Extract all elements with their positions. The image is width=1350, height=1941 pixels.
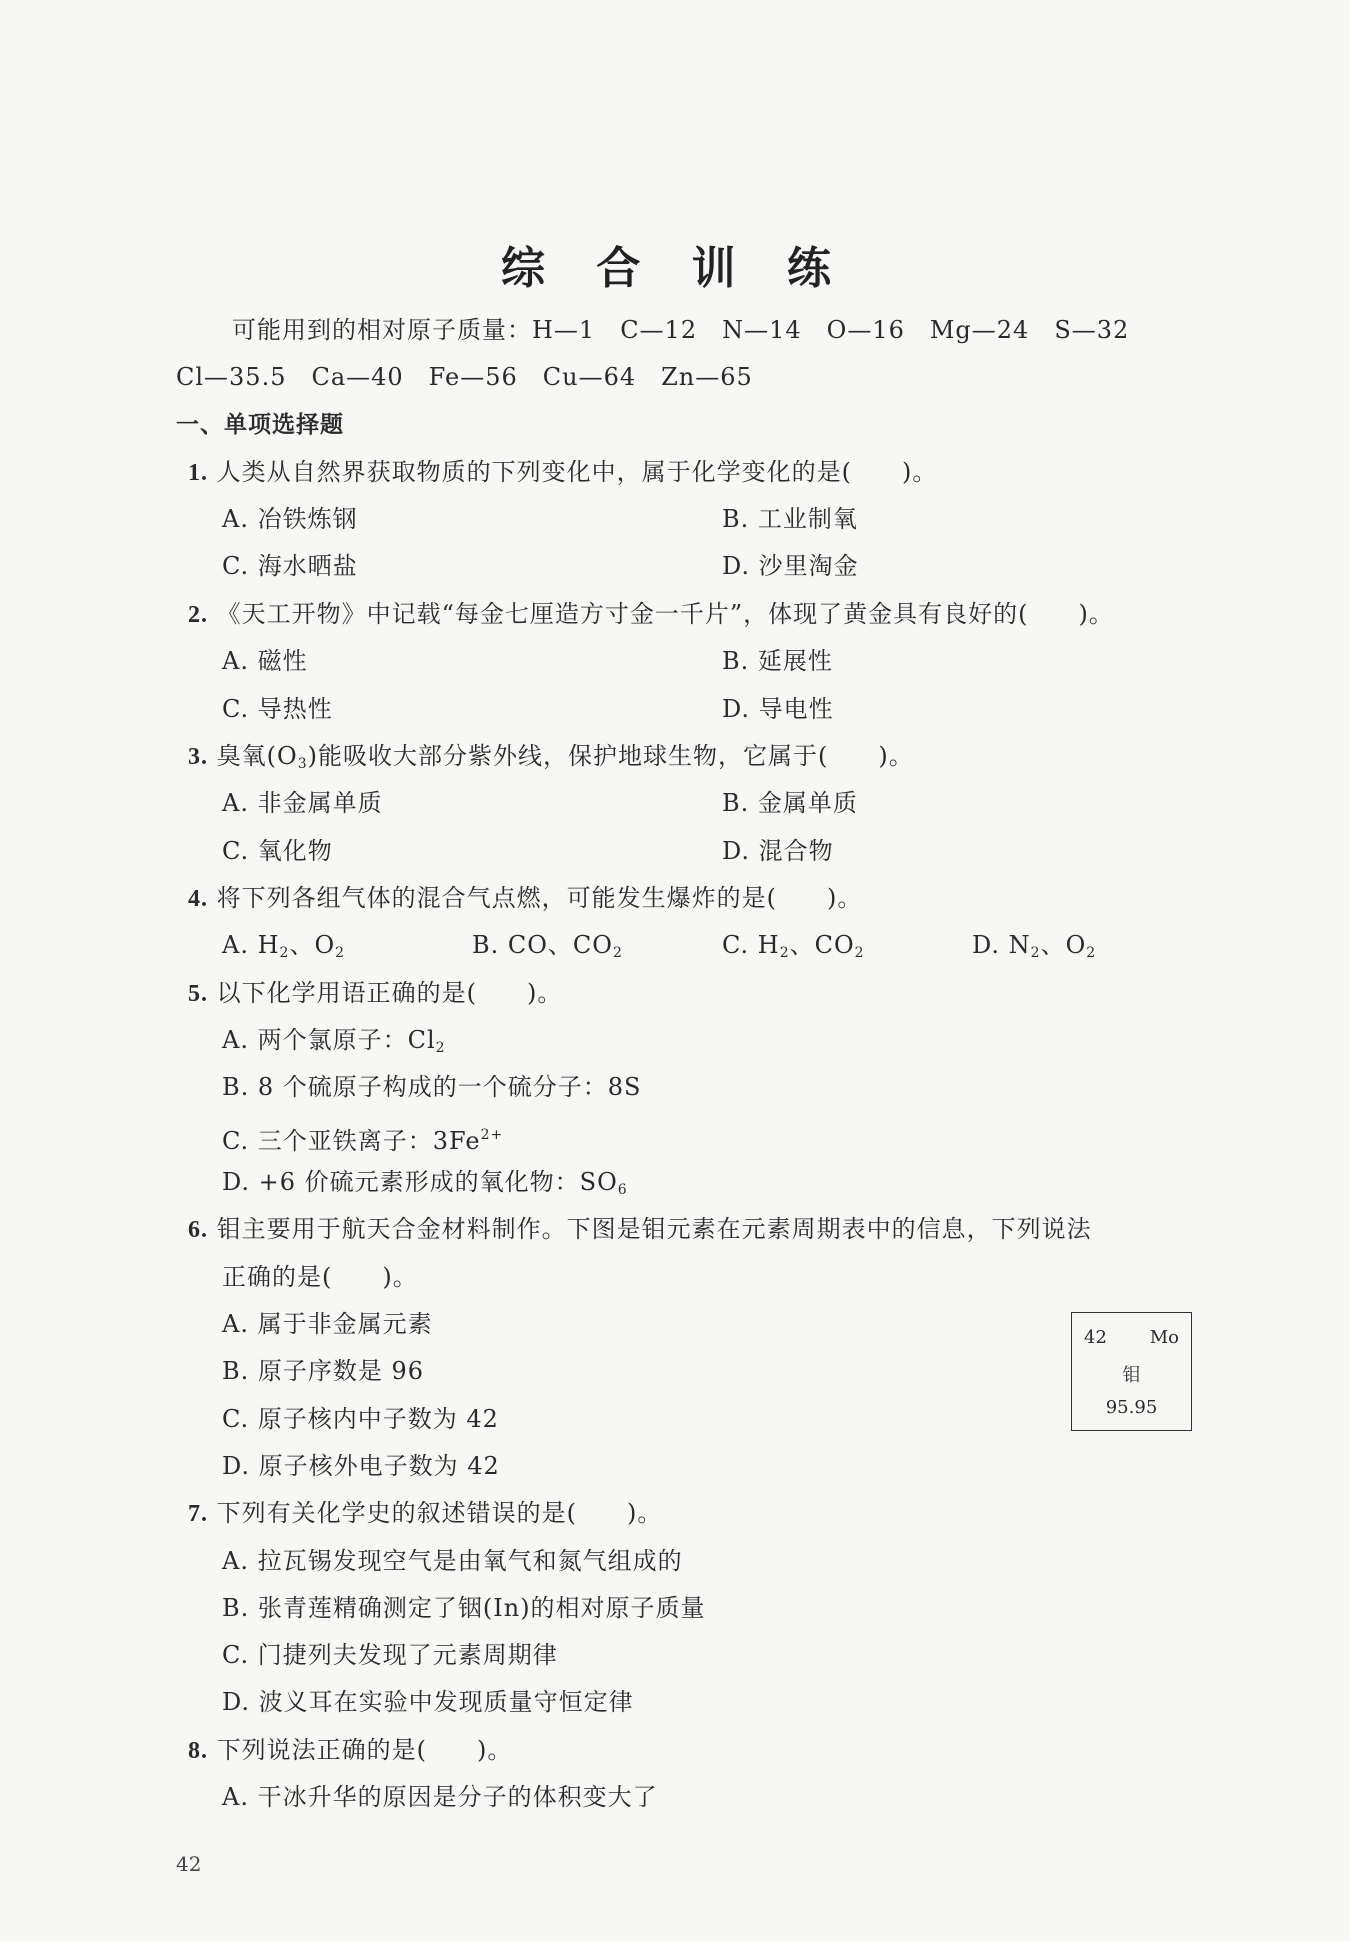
section-heading: 一、单项选择题 bbox=[176, 412, 344, 438]
q2-option-d: D. 导电性 bbox=[722, 695, 834, 723]
question-number: 3. bbox=[188, 744, 208, 770]
q3-option-b: B. 金属单质 bbox=[722, 789, 858, 817]
q6-option-d: D. 原子核外电子数为 42 bbox=[222, 1452, 500, 1480]
question-6 bbox=[188, 1213, 1092, 1246]
q6-option-b: B. 原子序数是 96 bbox=[222, 1357, 425, 1385]
question-text: 人类从自然界获取物质的下列变化中，属于化学变化的是( )。 bbox=[216, 458, 938, 486]
q7-option-a: A. 拉瓦锡发现空气是由氧气和氮气组成的 bbox=[222, 1547, 683, 1575]
q5-option-b: B. 8 个硫原子构成的一个硫分子：8S bbox=[222, 1073, 642, 1101]
question-4 bbox=[188, 882, 862, 915]
q7-option-c: C. 门捷列夫发现了元素周期律 bbox=[222, 1641, 558, 1669]
q1-option-b: B. 工业制氧 bbox=[722, 505, 858, 533]
atomic-mass-line-1: 可能用到的相对原子质量：H—1 C—12 N—14 O—16 Mg—24 S—32 bbox=[232, 316, 1130, 344]
q3-option-a: A. 非金属单质 bbox=[222, 789, 383, 817]
q7-option-d: D. 波义耳在实验中发现质量守恒定律 bbox=[222, 1688, 634, 1716]
page-title: 综 合 训 练 bbox=[501, 243, 849, 294]
question-number: 5. bbox=[188, 981, 208, 1007]
element-symbol: Mo bbox=[1149, 1327, 1179, 1348]
question-1 bbox=[188, 456, 937, 489]
question-text: 以下化学用语正确的是( )。 bbox=[216, 979, 563, 1007]
q6-option-c: C. 原子核内中子数为 42 bbox=[222, 1405, 499, 1433]
q1-option-a: A. 冶铁炼钢 bbox=[222, 505, 358, 533]
question-number: 1. bbox=[188, 460, 208, 486]
element-name: 钼 bbox=[1122, 1365, 1141, 1386]
q6-option-a: A. 属于非金属元素 bbox=[222, 1310, 433, 1338]
question-text: 《天工开物》中记载“每金七厘造方寸金一千片”，体现了黄金具有良好的( )。 bbox=[216, 600, 1114, 628]
q4-option-c: C. $H_2$、$CO_2$ bbox=[722, 931, 865, 961]
periodic-table-cell bbox=[1071, 1312, 1192, 1431]
question-number: 2. bbox=[188, 602, 208, 628]
q4-option-b: B. CO、$CO_2$ bbox=[472, 931, 623, 961]
question-3: 3. 臭氧$(O_3)$能吸收大部分紫外线，保护地球生物，它属于( )。 bbox=[188, 742, 914, 772]
question-8 bbox=[188, 1734, 512, 1767]
q5-option-a: A. 两个氯原子：$Cl_2$ bbox=[222, 1026, 446, 1056]
q5-option-d: D. +6 价硫元素形成的氧化物：$SO_6$ bbox=[222, 1168, 628, 1198]
question-text: 钼主要用于航天合金材料制作。下图是钼元素在元素周期表中的信息，下列说法 bbox=[216, 1215, 1092, 1243]
question-5 bbox=[188, 977, 562, 1010]
question-number: 8. bbox=[188, 1738, 208, 1764]
q5-option-c: C. 三个亚铁离子：$3Fe^{2+}$ bbox=[222, 1127, 504, 1155]
q3-option-d: D. 混合物 bbox=[722, 837, 834, 865]
q4-option-d: D. $N_2$、$O_2$ bbox=[972, 931, 1097, 961]
page-number: 42 bbox=[176, 1852, 202, 1876]
question-2 bbox=[188, 598, 1114, 631]
q4-option-a: A. $H_2$、$O_2$ bbox=[222, 931, 346, 961]
q1-option-c: C. 海水晒盐 bbox=[222, 552, 358, 580]
q2-option-a: A. 磁性 bbox=[222, 647, 308, 675]
q8-option-a: A. 干冰升华的原因是分子的体积变大了 bbox=[222, 1783, 658, 1811]
question-text: 下列说法正确的是( )。 bbox=[216, 1736, 513, 1764]
question-6-continued: 正确的是( )。 bbox=[222, 1263, 418, 1291]
q7-option-b: B. 张青莲精确测定了铟(In)的相对原子质量 bbox=[222, 1594, 706, 1622]
atomic-mass: 95.95 bbox=[1105, 1397, 1158, 1418]
question-text: 下列有关化学史的叙述错误的是( )。 bbox=[216, 1499, 663, 1527]
question-7 bbox=[188, 1497, 662, 1530]
question-number: 4. bbox=[188, 886, 208, 912]
q1-option-d: D. 沙里淘金 bbox=[722, 552, 859, 580]
q2-option-c: C. 导热性 bbox=[222, 695, 333, 723]
q2-option-b: B. 延展性 bbox=[722, 647, 833, 675]
atomic-number: 42 bbox=[1084, 1327, 1107, 1348]
question-number: 7. bbox=[188, 1501, 208, 1527]
atomic-mass-line-2: Cl—35.5 Ca—40 Fe—56 Cu—64 Zn—65 bbox=[176, 363, 753, 391]
q3-option-c: C. 氧化物 bbox=[222, 837, 333, 865]
question-number: 6. bbox=[188, 1217, 208, 1243]
question-text: 将下列各组气体的混合气点燃，可能发生爆炸的是( )。 bbox=[216, 884, 863, 912]
